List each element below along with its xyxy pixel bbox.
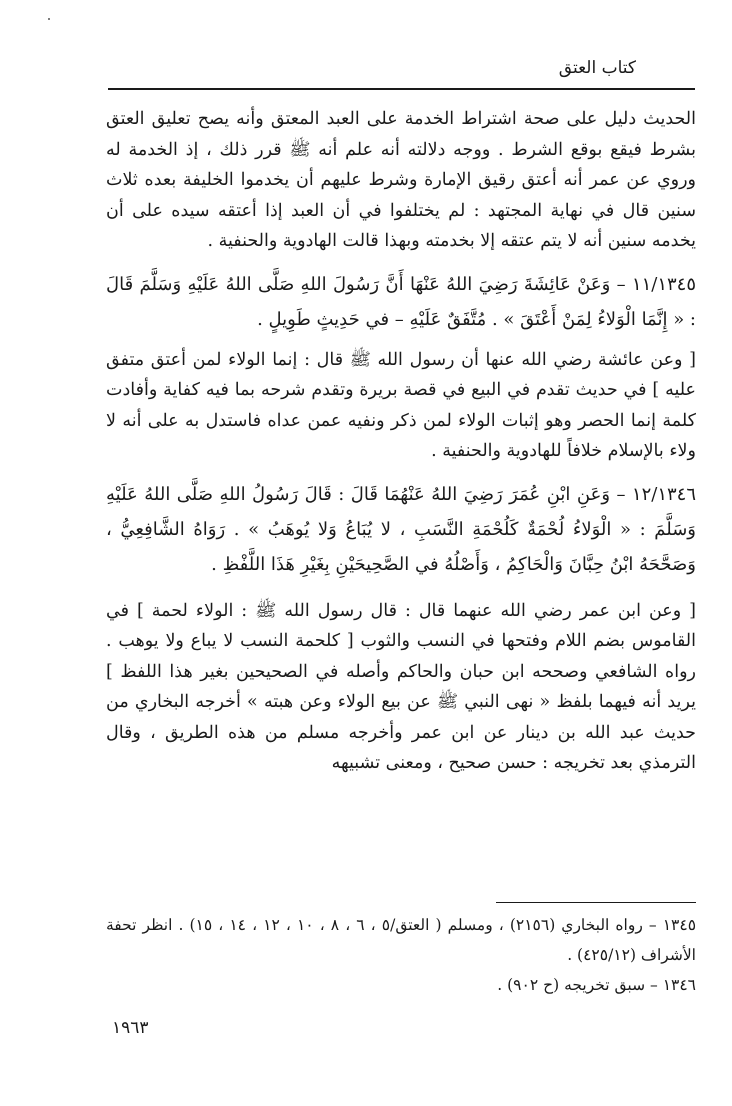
running-header-title: كتاب العتق: [558, 58, 636, 78]
commentary-paragraph: الحديث دليل على صحة اشتراط الخدمة على العبد المعتق وأنه يصح تعليق العتق بشرط فيقع بوقع الشرط . ووجه دلالته أنه علم أنه ﷺ قرر ذلك ، إذ الخدمة له وروي عن عمر أنه أعتق رقيق الإمارة وشرط عليهم أن يخدموا الخليفة بعده ثلاث سنين قال في نهاية المجتهد : لم يختلفوا في أن العبد إذا أعتقه سيده على أن يخدمه سنين أنه لا يتم عتقه إلا بخدمته وبهذا قالت الهادوية والحنفية .: [106, 109, 696, 251]
main-text: [106, 104, 696, 789]
commentary-1346: [ وعن ابن عمر رضي الله عنهما قال : قال رسول الله ﷺ : الولاء لحمة ] في القاموس بضم اللام وفتحها في النسب والثوب [ كلحمة النسب لا يباع ولا يوهب . رواه الشافعي وصححه ابن حبان والحاكم وأصله في الصحيحين بغير هذا اللفظ ] يريد أنه فيهما بلفظ « نهى النبي ﷺ عن بيع الولاء وعن هبته » أخرجه البخاري من حديث عبد الله بن دينار عن ابن عمر وأخرجه مسلم من هذه الطريق ، وقال الترمذي بعد تخريجه : حسن صحيح ، ومعنى تشبيهه: [106, 600, 696, 773]
footnotes: [106, 910, 696, 1000]
scan-speck: [48, 18, 50, 20]
hadith-1346: ١٢/١٣٤٦ – وَعَنِ ابْنِ عُمَرَ رَضِيَ اللهُ عَنْهُمَا قَالَ : قَالَ رَسُولُ اللهِ صَلَّى اللهُ عَلَيْهِ وَسَلَّمَ : « الْوَلاءُ لُحْمَةٌ كَلُحْمَةِ النَّسَبِ ، لا يُبَاعُ وَلا يُوهَبُ » . رَوَاهُ الشَّافِعِيُّ ، وَصَحَّحَهُ ابْنُ حِبَّانَ وَالْحَاكِمُ ، وَأَصْلُهُ في الصَّحِيحَيْنِ بِغَيْرِ هَذَا اللَّفْظِ .: [106, 483, 696, 575]
hadith-1345: ١١/١٣٤٥ – وَعَنْ عَائِشَةَ رَضِيَ اللهُ عَنْهَا أَنَّ رَسُولَ اللهِ صَلَّى اللهُ عَلَيْهِ وَسَلَّمَ قَالَ : « إِنَّمَا الْوَلاءُ لِمَنْ أَعْتَقَ » . مُتَّفَقٌ عَلَيْهِ – في حَدِيثٍ طَوِيلٍ .: [106, 273, 696, 330]
footnote-rule: [496, 902, 696, 903]
footnote-1346: ١٣٤٦ – سبق تخريجه (ح ٩٠٢) .: [497, 976, 696, 994]
header-rule: [108, 88, 695, 90]
footnote-1345: ١٣٤٥ – رواه البخاري (٢١٥٦) ، ومسلم ( العتق/٥ ، ٦ ، ٨ ، ١٠ ، ١٢ ، ١٤ ، ١٥) . انظر تحفة الأشراف (٤٢٥/١٢) .: [106, 916, 697, 964]
page-number: ١٩٦٣: [112, 1018, 149, 1038]
commentary-1345: [ وعن عائشة رضي الله عنها أن رسول الله ﷺ قال : إنما الولاء لمن أعتق متفق عليه ] في حديث تقدم في البيع في قصة بريرة وتقدم شرحه بما فيه كفاية وأفادت كلمة إنما الحصر وهو إثبات الولاء لمن ذكر ونفيه عمن عداه فاستدل به على أنه لا ولاء بالإسلام خلافاً للهادوية والحنفية .: [106, 349, 696, 461]
